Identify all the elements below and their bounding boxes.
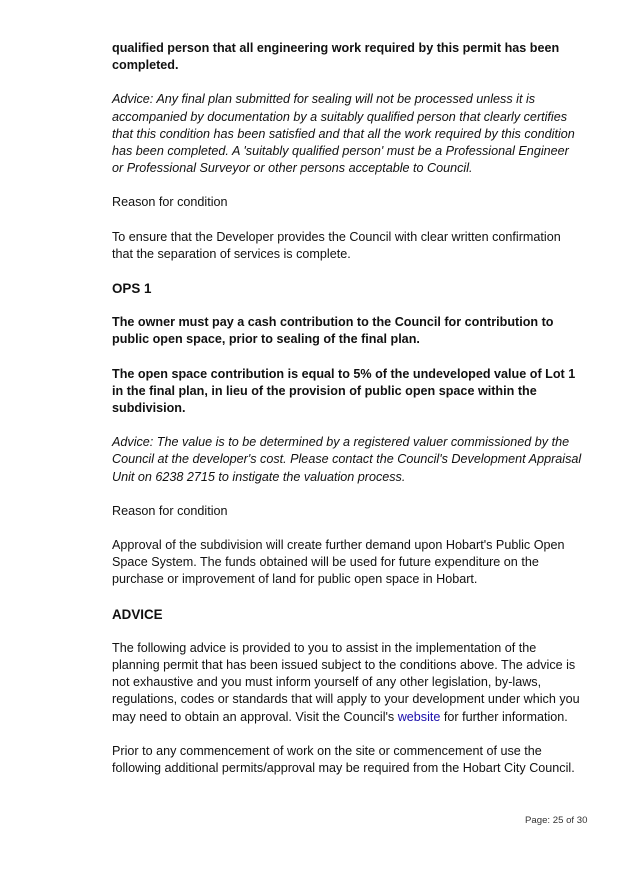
website-link[interactable]: website (397, 709, 441, 724)
document-body (112, 40, 582, 777)
advice-paragraph (112, 640, 582, 726)
ops-paragraph-2: The open space contribution is equal to 5% of the undeveloped value of Lot 1 in the final plan, in lieu of the provision of public open space within the subdivision. (112, 366, 576, 416)
ops-paragraph-1: The owner must pay a cash contribution to the Council for contribution to public open space, prior to sealing of the final plan. (112, 315, 554, 347)
page-number: Page: 25 of 30 (525, 815, 588, 826)
reason-label-2: Reason for condition (112, 503, 228, 518)
advice-paragraph-text: The following advice is provided to you to assist in the implementation of the planning permit that has been issued subject to the conditions above. The advice is not exhaustive and you must inform yourself of any other legislation, by-laws, regulations, codes or standards that will apply to your development under which you may need to obtain an approval. Visit the Council's (112, 640, 580, 724)
reason-label-1: Reason for condition (112, 195, 228, 210)
reason-text-2: Approval of the subdivision will create further demand upon Hobart's Public Open Space System. The funds obtained will be used for future expenditure on the purchase or improvement of land for public open space in Hobart. (112, 538, 565, 587)
prior-permits-paragraph: Prior to any commencement of work on the site or commencement of use the following additional permits/approval may be required from the Hobart City Council. (112, 743, 575, 776)
advice-sealing-paragraph: Advice: Any final plan submitted for sealing will not be processed unless it is accompanied by documentation by a suitably qualified person that clearly certifies that this condition has been satisfied and that all the work required by this condition has been completed. A 'suitably qualified person' must be a Professional Engineer or Professional Surveyor or other persons acceptable to Council. (112, 92, 575, 176)
ops-heading: OPS 1 (112, 281, 152, 297)
reason-text-1: To ensure that the Developer provides the Council with clear written confirmation that the separation of services is complete. (112, 229, 561, 261)
advice-heading: ADVICE (112, 606, 163, 622)
qualified-person-paragraph: qualified person that all engineering work required by this permit has been completed. (112, 41, 560, 73)
advice-value-paragraph: Advice: The value is to be determined by a registered valuer commissioned by the Council at the developer's cost. Please contact the Council's Development Appraisal Unit on 6238 2715 to instigate the valuation process. (112, 435, 582, 484)
advice-paragraph-tail: for further information. (440, 709, 568, 724)
